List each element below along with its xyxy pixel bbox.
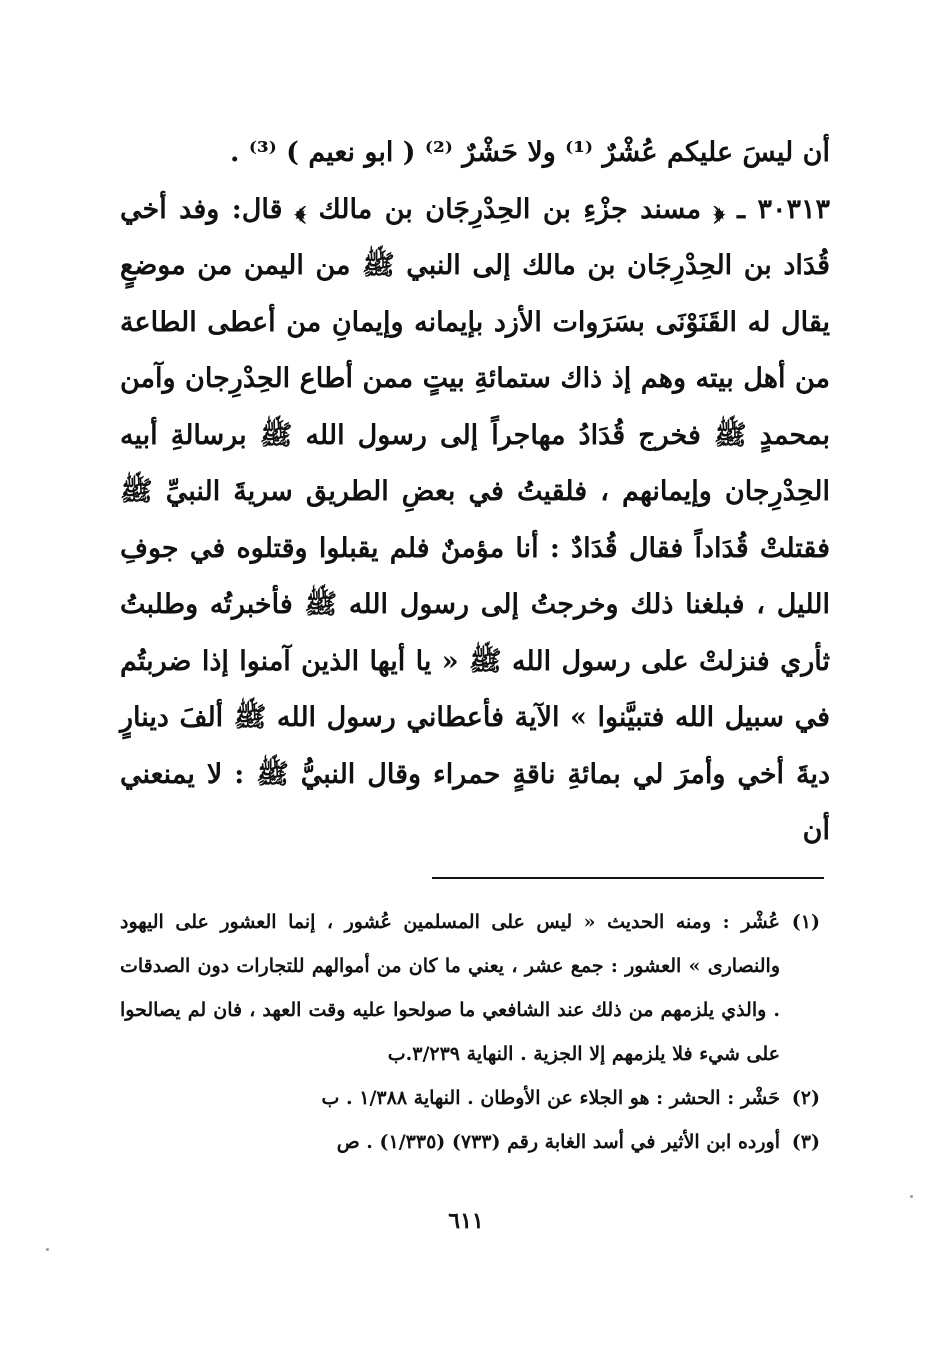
footnote-number: (١) bbox=[791, 911, 820, 933]
footnotes bbox=[120, 900, 820, 1164]
scan-speck bbox=[910, 1195, 913, 1198]
footnote-separator bbox=[432, 877, 824, 879]
page-number: ٦١١ bbox=[448, 1208, 484, 1234]
opening-line: أن ليسَ عليكم عُشْرٌ ⁽¹⁾ ولا حَشْرٌ ⁽²⁾ ( ابو نعيم ) ⁽³⁾ . bbox=[230, 137, 830, 168]
footnote-number: (٣) bbox=[791, 1131, 820, 1153]
footnote-text: أورده ابن الأثير في أسد الغابة رقم (٧٣٣) (١/٣٣٥) . ص bbox=[336, 1131, 780, 1153]
footnote-number: (٢) bbox=[791, 1087, 820, 1109]
hadith-paragraph: ٣٠٣١٣ ـ ﴿ مسند جزْءِ بن الحِدْرِجَان بن مالك ﴾ قال: وفد أخي قُدَاد بن الحِدْرِجَان بن مالك إلى النبي ﷺ من اليمن من موضعٍ يقال له القَنَوْنَى بسَرَوات الأزد بإيمانه وإيمانِ من أعطى الطاعة من أهل بيته وهم إذ ذاك ستمائةِ بيتٍ ممن أطاع الحِدْرِجان وآمن بمحمدٍ ﷺ فخرج قُدَادُ مهاجراً إلى رسول الله ﷺ برسالةِ أبيه الحِدْرِجان وإيمانهم ، فلقيتُ في بعضِ الطريق سريةَ النبيِّ ﷺ فقتلتْ قُدَاداً فقال قُدَادٌ : أنا مؤمنٌ فلم يقبلوا وقتلوه في جوفِ الليل ، فبلغنا ذلك وخرجتُ إلى رسول الله ﷺ فأخبرتُه وطلبتُ ثأري فنزلتْ على رسول الله ﷺ « يا أيها الذين آمنوا إذا ضربتُم في سبيل الله فتبيَّنوا » الآية فأعطاني رسول الله ﷺ ألفَ دينارٍ ديةَ أخي وأمرَ لي بمائةِ ناقةٍ حمراء وقال النبيُّ ﷺ : لا يمنعني أن bbox=[120, 193, 830, 846]
footnote-1 bbox=[120, 900, 820, 1076]
main-text bbox=[120, 125, 830, 860]
footnote-text: عُشْر : ومنه الحديث « ليس على المسلمين عُشور ، إنما العشور على اليهود والنصارى » العشور : جمع عشر ، يعني ما كان من أموالهم للتجارات دون الصدقات . والذي يلزمهم من ذلك عند الشافعي ما صولحوا عليه وقت العهد ، فان لم يصالحوا على شيء فلا يلزمهم إلا الجزية . النهاية ٣/٢٣٩.ب bbox=[120, 911, 780, 1065]
footnote-text: حَشْر : الحشر : هو الجلاء عن الأوطان . النهاية ١/٣٨٨ . ب bbox=[321, 1087, 780, 1109]
scan-speck bbox=[46, 1248, 49, 1251]
footnote-3 bbox=[120, 1120, 820, 1164]
footnote-2 bbox=[120, 1076, 820, 1120]
